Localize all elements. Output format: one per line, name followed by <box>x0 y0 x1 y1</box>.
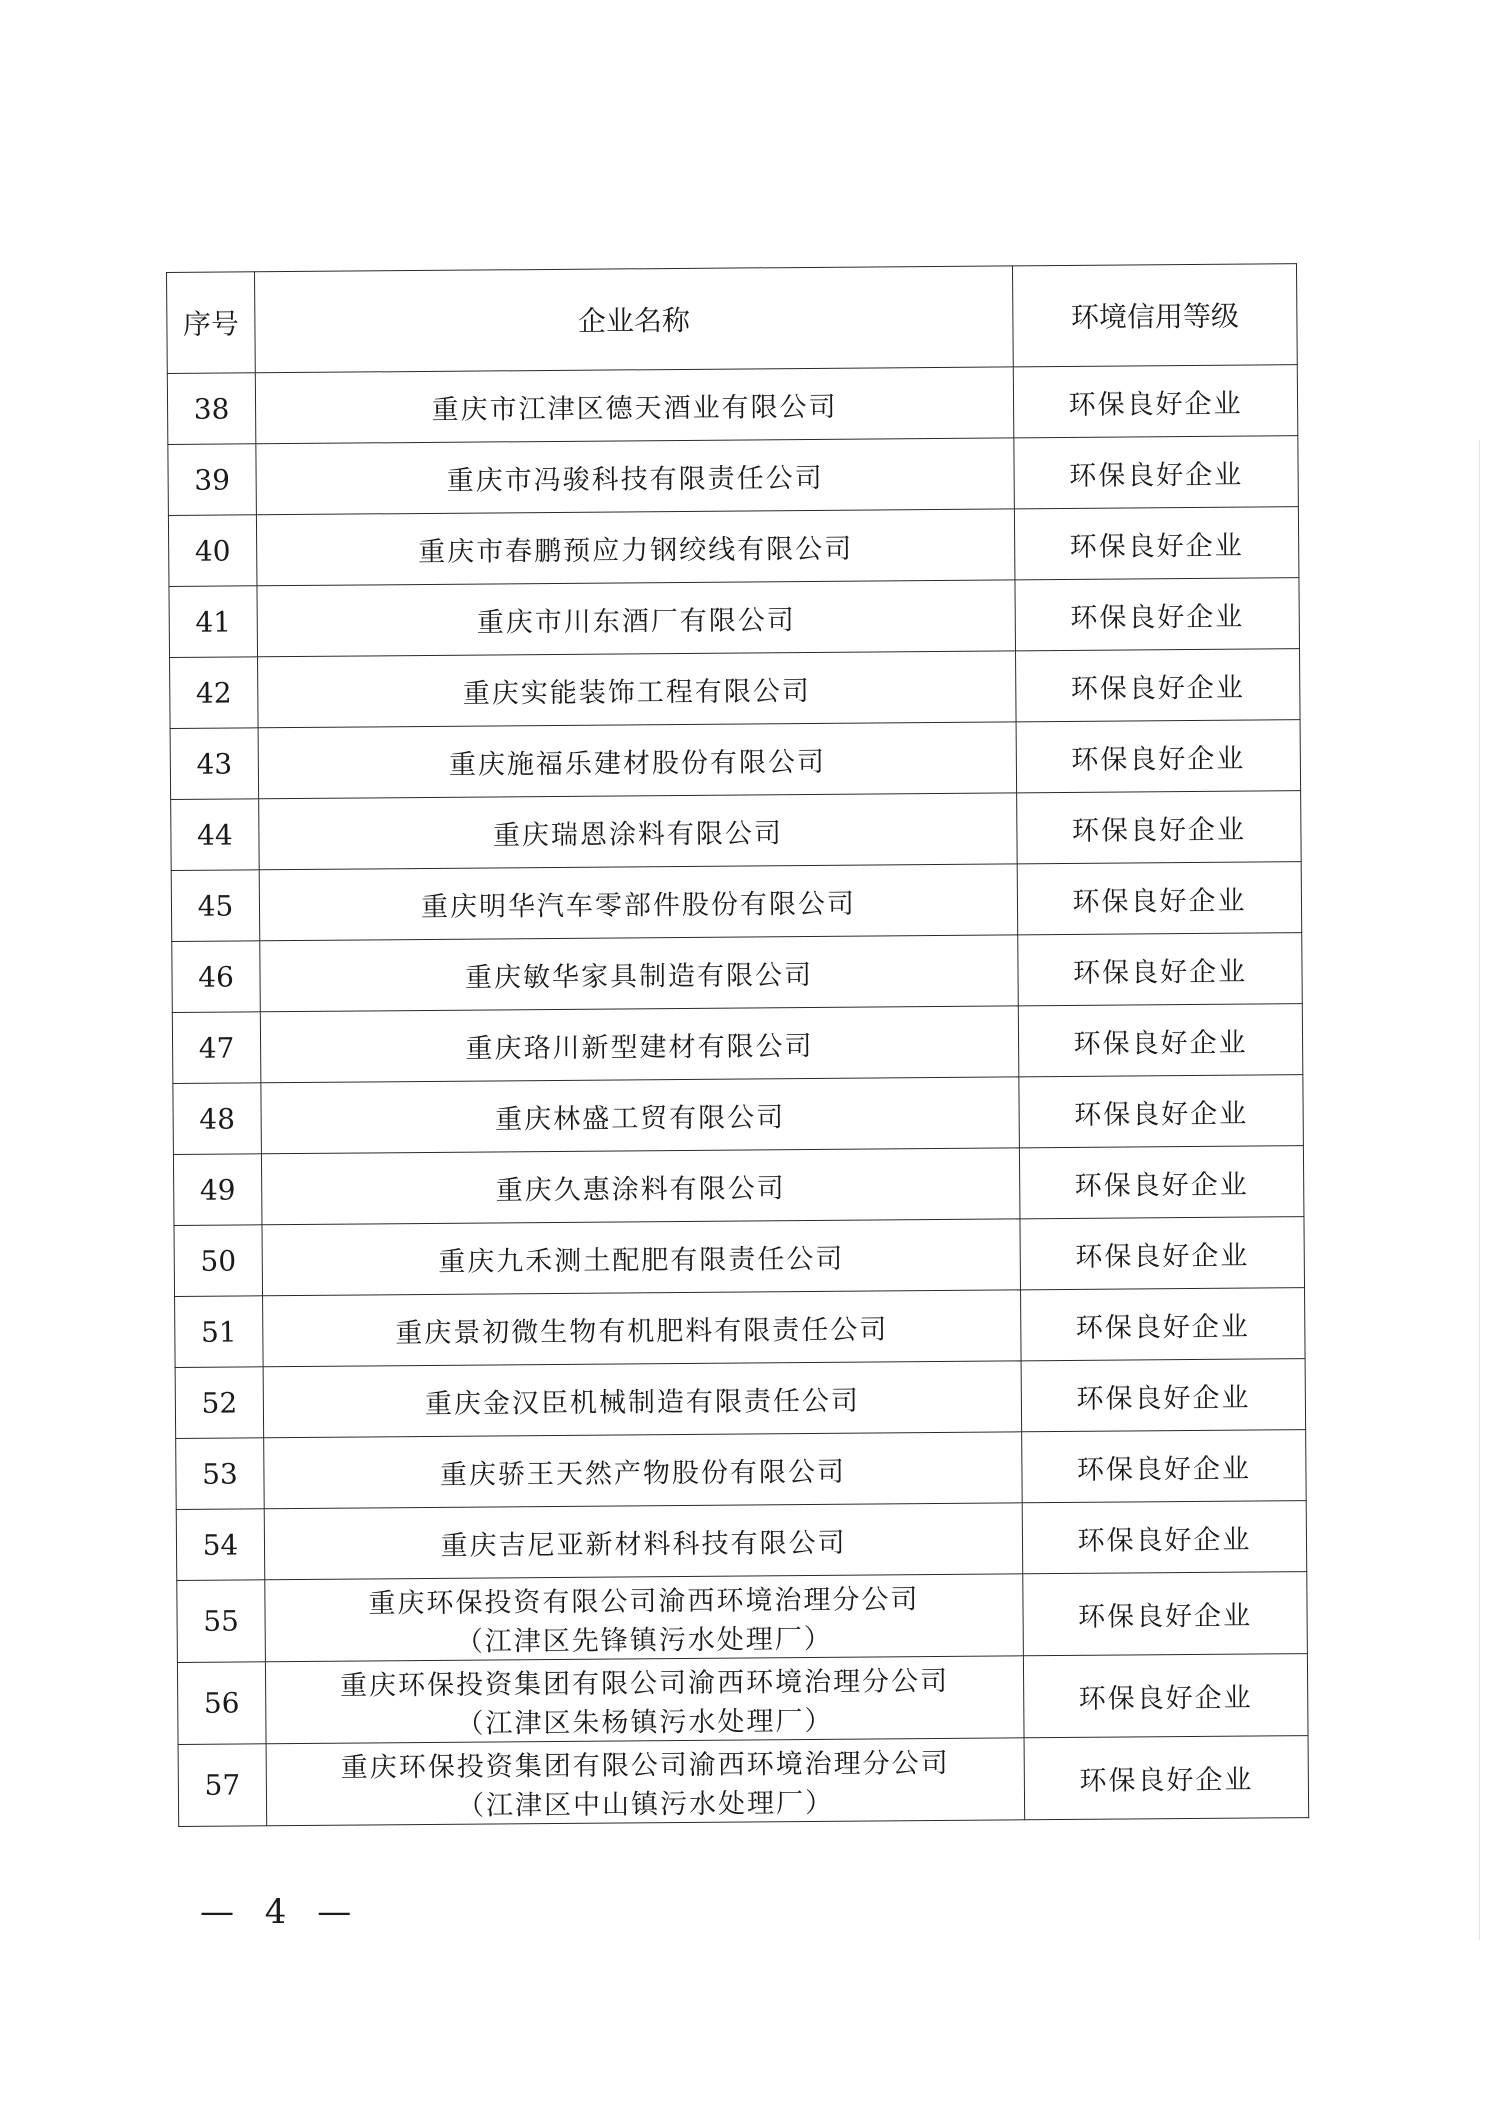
cell-company-name <box>264 1432 1023 1509</box>
cell-credit-grade: 环保良好企业 <box>1014 507 1299 580</box>
cell-serial-number: 53 <box>176 1438 265 1510</box>
company-name-line: 重庆敏华家具制造有限公司 <box>464 959 814 994</box>
cell-serial-number: 54 <box>176 1509 265 1581</box>
cell-credit-grade: 环保良好企业 <box>1016 649 1301 722</box>
cell-serial-number: 39 <box>168 444 257 516</box>
header-company-name: 企业名称 <box>255 266 1014 373</box>
cell-serial-number: 42 <box>170 657 259 729</box>
cell-credit-grade: 环保良好企业 <box>1022 1430 1307 1503</box>
cell-credit-grade: 环保良好企业 <box>1018 933 1303 1006</box>
table-row <box>168 436 1299 516</box>
cell-company-name <box>262 1219 1021 1296</box>
company-name-line: 重庆吉尼亚新材料科技有限公司 <box>440 1527 847 1562</box>
cell-company-name <box>261 1077 1020 1154</box>
credit-rating-table <box>166 263 1309 1827</box>
cell-company-name <box>258 722 1017 799</box>
table-row <box>170 649 1301 729</box>
cell-serial-number: 44 <box>171 799 260 871</box>
cell-credit-grade: 环保良好企业 <box>1024 1736 1309 1820</box>
table-row <box>173 1075 1304 1155</box>
cell-serial-number: 52 <box>175 1367 264 1439</box>
company-name-line: 重庆环保投资集团有限公司渝西环境治理分公司 <box>340 1747 950 1784</box>
table-row <box>176 1501 1307 1581</box>
cell-serial-number: 46 <box>172 941 261 1013</box>
company-name-line: （江津区中山镇污水处理厂） <box>456 1787 835 1822</box>
table-row <box>171 791 1302 871</box>
company-name-line: 重庆久惠涂料有限公司 <box>495 1172 786 1206</box>
cell-credit-grade: 环保良好企业 <box>1015 578 1300 651</box>
table-row <box>177 1654 1308 1745</box>
cell-company-name <box>257 580 1016 657</box>
cell-company-name <box>259 793 1018 870</box>
cell-credit-grade: 环保良好企业 <box>1016 720 1301 793</box>
cell-credit-grade: 环保良好企业 <box>1022 1501 1307 1574</box>
cell-serial-number: 48 <box>173 1083 262 1155</box>
cell-serial-number: 40 <box>168 515 257 587</box>
cell-company-name <box>261 1148 1020 1225</box>
cell-credit-grade: 环保良好企业 <box>1013 365 1298 438</box>
cell-serial-number: 51 <box>175 1296 264 1368</box>
company-name-line: 重庆金汉臣机械制造有限责任公司 <box>424 1385 861 1420</box>
company-name-line: 重庆实能装饰工程有限公司 <box>462 675 811 710</box>
table-row <box>175 1288 1306 1368</box>
cell-serial-number: 38 <box>167 373 256 445</box>
cell-company-name <box>265 1574 1024 1662</box>
cell-credit-grade: 环保良好企业 <box>1019 1075 1304 1148</box>
table-row <box>167 365 1298 445</box>
cell-credit-grade: 环保良好企业 <box>1021 1288 1306 1361</box>
cell-company-name <box>256 438 1015 515</box>
cell-company-name <box>260 1006 1019 1083</box>
cell-credit-grade: 环保良好企业 <box>1017 791 1302 864</box>
cell-company-name <box>265 1656 1024 1744</box>
cell-serial-number: 55 <box>177 1580 266 1663</box>
table-row <box>175 1359 1306 1439</box>
company-name-line: 重庆环保投资有限公司渝西环境治理分公司 <box>368 1583 920 1619</box>
cell-serial-number: 45 <box>171 870 260 942</box>
cell-serial-number: 50 <box>174 1225 263 1297</box>
company-name-line: 重庆施福乐建材股份有限公司 <box>448 746 826 781</box>
cell-credit-grade: 环保良好企业 <box>1023 1572 1308 1656</box>
cell-company-name <box>260 935 1019 1012</box>
company-name-line: 重庆市江津区德天酒业有限公司 <box>431 391 838 426</box>
scan-edge-mark <box>1479 440 1488 1940</box>
company-name-line: （江津区朱杨镇污水处理厂） <box>456 1705 834 1740</box>
company-name-line: 重庆瑞恩涂料有限公司 <box>492 817 784 851</box>
cell-credit-grade: 环保良好企业 <box>1018 1004 1303 1077</box>
table-row <box>174 1217 1305 1297</box>
table-row <box>170 720 1301 800</box>
cell-serial-number: 47 <box>172 1012 261 1084</box>
company-name-line: 重庆环保投资集团有限公司渝西环境治理分公司 <box>339 1665 950 1702</box>
cell-serial-number: 57 <box>178 1744 267 1827</box>
table-row <box>172 933 1303 1013</box>
table-row <box>169 578 1300 658</box>
company-name-line: 重庆市冯骏科技有限责任公司 <box>446 462 824 497</box>
table-row <box>168 507 1299 587</box>
cell-credit-grade: 环保良好企业 <box>1021 1359 1306 1432</box>
header-credit-grade: 环境信用等级 <box>1012 264 1297 367</box>
cell-credit-grade: 环保良好企业 <box>1020 1217 1305 1290</box>
cell-company-name <box>264 1503 1023 1580</box>
header-serial-number: 序号 <box>167 272 256 374</box>
company-name-line: 重庆珞川新型建材有限公司 <box>465 1030 814 1065</box>
company-name-line: 重庆明华汽车零部件股份有限公司 <box>420 888 857 923</box>
table-body <box>167 365 1308 1827</box>
cell-company-name <box>266 1738 1025 1826</box>
cell-company-name <box>259 864 1018 941</box>
table-row <box>173 1146 1304 1226</box>
table-header <box>167 264 1298 374</box>
cell-serial-number: 49 <box>173 1154 262 1226</box>
page-number: — 4 — <box>200 1892 362 1932</box>
cell-company-name <box>263 1290 1022 1367</box>
cell-company-name <box>258 651 1017 728</box>
table-row <box>177 1572 1308 1663</box>
credit-rating-table-wrapper <box>166 263 1308 1827</box>
company-name-line: 重庆市川东酒厂有限公司 <box>476 604 796 639</box>
table-row <box>178 1736 1309 1827</box>
cell-credit-grade: 环保良好企业 <box>1017 862 1302 935</box>
table-header-row <box>167 264 1298 374</box>
table-row <box>176 1430 1307 1510</box>
table-row <box>172 1004 1303 1084</box>
company-name-line: 重庆骄王天然产物股份有限公司 <box>439 1456 847 1491</box>
company-name-line: （江津区先锋镇污水处理厂） <box>455 1623 833 1658</box>
cell-credit-grade: 环保良好企业 <box>1023 1654 1308 1738</box>
company-name-line: 重庆九禾测土配肥有限责任公司 <box>438 1243 845 1278</box>
cell-serial-number: 43 <box>170 728 259 800</box>
table-row <box>171 862 1302 942</box>
cell-credit-grade: 环保良好企业 <box>1019 1146 1304 1219</box>
cell-serial-number: 56 <box>177 1662 266 1745</box>
company-name-line: 重庆景初微生物有机肥料有限责任公司 <box>395 1313 889 1349</box>
cell-company-name <box>255 367 1014 444</box>
cell-serial-number: 41 <box>169 586 258 658</box>
cell-company-name <box>256 509 1015 586</box>
cell-company-name <box>263 1361 1022 1438</box>
company-name-line: 重庆市春鹏预应力钢绞线有限公司 <box>418 533 854 568</box>
cell-credit-grade: 环保良好企业 <box>1014 436 1299 509</box>
company-name-line: 重庆林盛工贸有限公司 <box>495 1101 786 1135</box>
